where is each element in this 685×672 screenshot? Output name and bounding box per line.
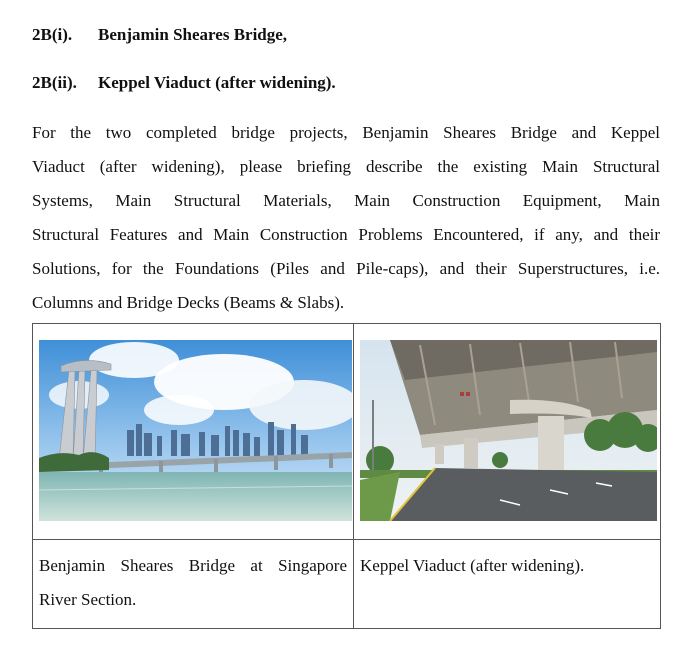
paragraph-line: Viaduct (after widening), please briefing describe the existing Main Structural [32, 157, 660, 176]
caption-line: Keppel Viaduct (after widening). [360, 556, 585, 575]
caption-line: River Section. [39, 590, 137, 609]
paragraph-line: Structural Features and Main Construction Problems Encountered, if any, and their [32, 225, 660, 244]
caption-line: Benjamin Sheares Bridge at Singapore [39, 556, 347, 575]
paragraph-line: Solutions, for the Foundations (Piles and Pile-caps), and their Superstructures, i.e. [32, 259, 660, 278]
heading-2b-i [32, 25, 287, 45]
heading-title: Benjamin Sheares Bridge, [98, 25, 288, 44]
keppel-viaduct-photo [360, 340, 657, 521]
photo-table [32, 323, 661, 629]
paragraph-line: Systems, Main Structural Materials, Main Construction Equipment, Main [32, 191, 660, 210]
heading-number: 2B(ii). [32, 73, 77, 92]
heading-title: Keppel Viaduct (after widening). [98, 73, 336, 92]
caption-cell-right [354, 540, 661, 629]
caption-cell-left [33, 540, 354, 629]
instruction-paragraph [32, 116, 660, 320]
heading-2b-ii [32, 73, 336, 93]
paragraph-line: For the two completed bridge projects, Benjamin Sheares Bridge and Keppel [32, 123, 660, 142]
benjamin-sheares-bridge-photo [39, 340, 352, 521]
heading-number: 2B(i). [32, 25, 73, 44]
paragraph-line: Columns and Bridge Decks (Beams & Slabs). [32, 293, 345, 312]
photo-cell-left [33, 324, 354, 540]
left-caption [33, 540, 353, 617]
right-caption [354, 540, 660, 583]
photo-cell-right [354, 324, 661, 540]
